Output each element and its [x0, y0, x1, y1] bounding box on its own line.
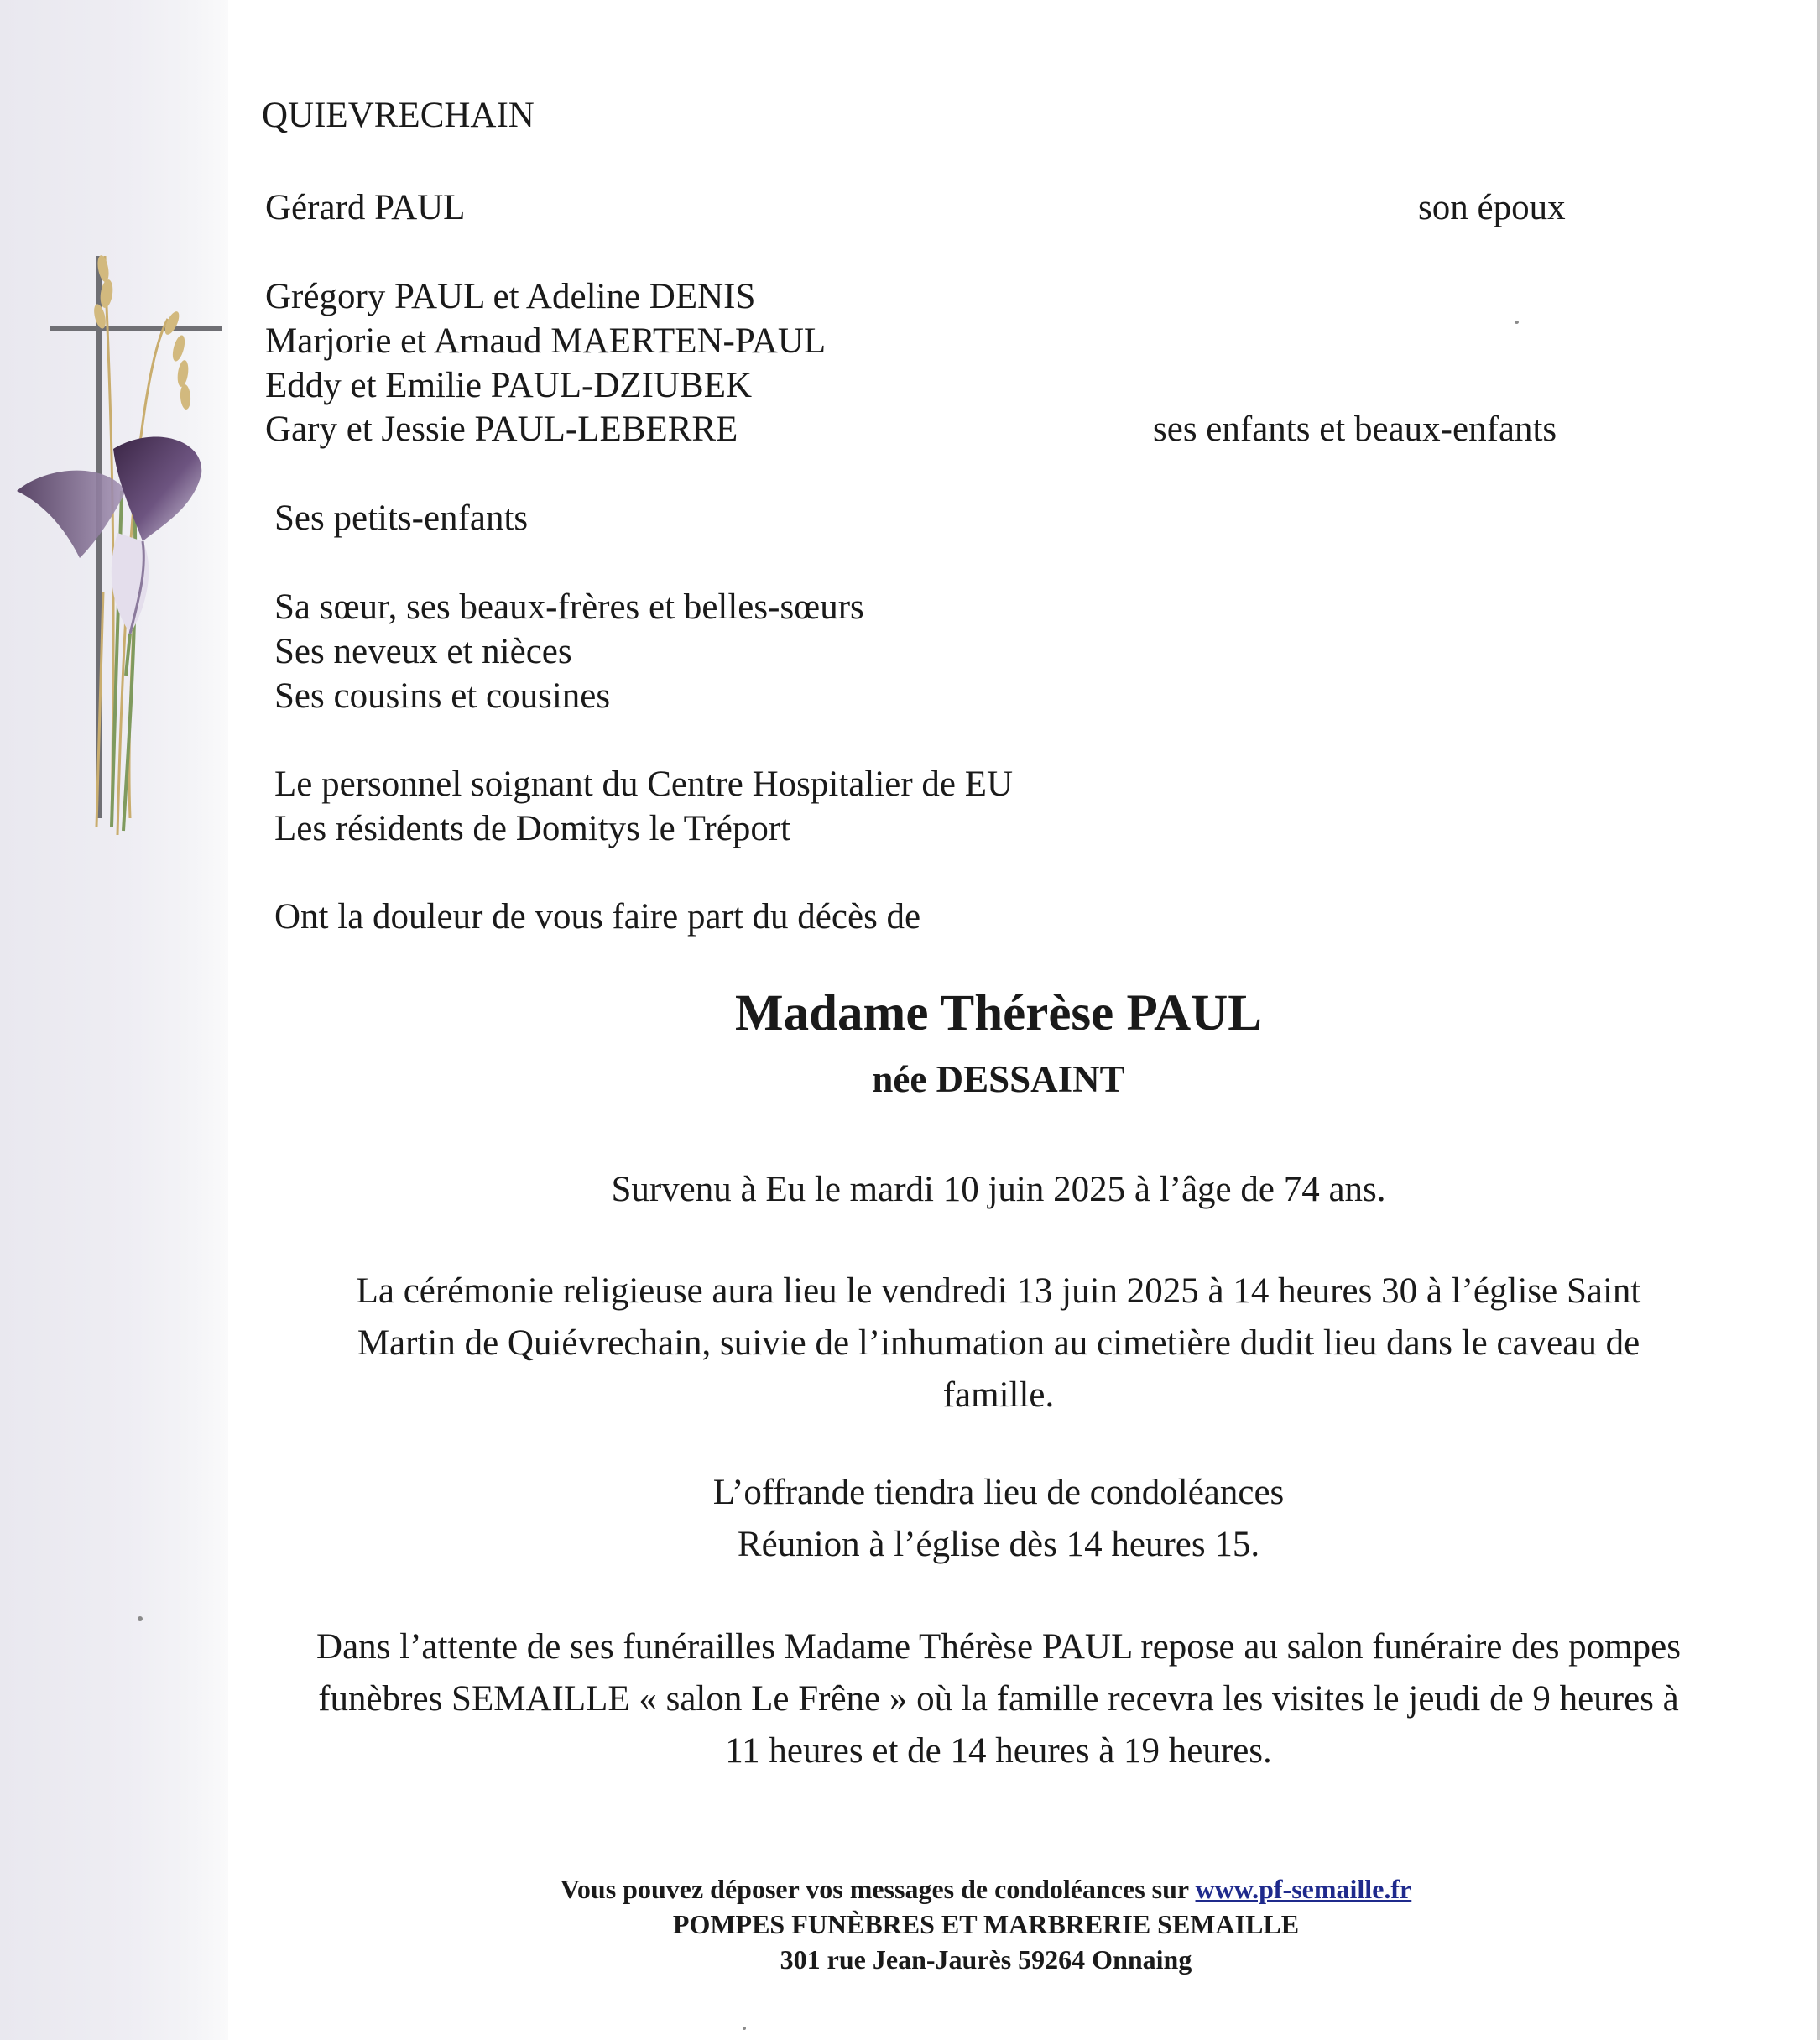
company-name: POMPES FUNÈBRES ET MARBRERIE SEMAILLE	[672, 1909, 1300, 1939]
visitation-line: Dans l’attente de ses funérailles Madame Thérèse PAUL repose au salon funéraire des pompes	[316, 1627, 1681, 1667]
family-line: Sa sœur, ses beaux-frères et belles-sœurs	[274, 587, 864, 627]
scan-speck	[138, 1616, 143, 1621]
death-notice	[336, 1164, 1661, 1216]
scan-speck	[1515, 321, 1519, 324]
child-line: Grégory PAUL et Adeline DENIS	[265, 277, 756, 316]
offering-line: L’offrande tiendra lieu de condoléances	[712, 1473, 1285, 1512]
children-relation: ses enfants et beaux-enfants	[1153, 410, 1557, 449]
child-line: Eddy et Emilie PAUL-DZIUBEK	[265, 366, 753, 405]
offering-line: Réunion à l’église dès 14 heures 15.	[737, 1525, 1260, 1564]
calla-lily-icon	[17, 437, 201, 676]
death-notice-text: Survenu à Eu le mardi 10 juin 2025 à l’âge de 74 ans.	[611, 1170, 1386, 1209]
announcement-text: Ont la douleur de vous faire part du décès de	[274, 897, 921, 937]
locality-heading: QUIEVRECHAIN	[262, 96, 535, 135]
deceased-maiden-name: née DESSAINT	[872, 1058, 1125, 1100]
spouse-name: Gérard PAUL	[265, 188, 466, 227]
child-line: Marjorie et Arnaud MAERTEN-PAUL	[265, 321, 827, 361]
child-line: Gary et Jessie PAUL-LEBERRE	[265, 410, 738, 449]
company-address: 301 rue Jean-Jaurès 59264 Onnaing	[780, 1944, 1192, 1975]
website-link[interactable]: www.pf-semaille.fr	[1195, 1874, 1412, 1904]
visitation-paragraph	[210, 1621, 1787, 1777]
grandchildren-line: Ses petits-enfants	[274, 498, 529, 538]
visitation-line: funèbres SEMAILLE « salon Le Frêne » où la famille recevra les visites le jeudi de 9 heures à	[318, 1679, 1679, 1719]
ceremony-line: famille.	[942, 1375, 1055, 1415]
other-mourner-line: Le personnel soignant du Centre Hospitalier de EU	[274, 764, 1014, 804]
cross-lily-decoration	[13, 239, 248, 894]
offering-paragraph	[420, 1467, 1578, 1571]
ceremony-paragraph	[252, 1265, 1745, 1422]
ceremony-line: Martin de Quiévrechain, suivie de l’inhumation au cimetière dudit lieu dans le caveau de	[357, 1323, 1640, 1363]
other-mourner-line: Les résidents de Domitys le Tréport	[274, 809, 791, 848]
footer	[503, 1871, 1468, 1977]
scan-speck	[743, 2027, 746, 2030]
visitation-line: 11 heures et de 14 heures à 19 heures.	[725, 1731, 1272, 1771]
condolences-text: Vous pouvez déposer vos messages de condoléances sur	[560, 1874, 1189, 1904]
family-line: Ses neveux et nièces	[274, 632, 572, 671]
condolences-line	[503, 1871, 1468, 1907]
ceremony-line: La cérémonie religieuse aura lieu le vendredi 13 juin 2025 à 14 heures 30 à l’église Saint	[356, 1271, 1641, 1311]
spouse-relation: son époux	[1418, 188, 1566, 227]
deceased-name: Madame Thérèse PAUL	[735, 985, 1262, 1041]
family-line: Ses cousins et cousines	[274, 676, 611, 716]
